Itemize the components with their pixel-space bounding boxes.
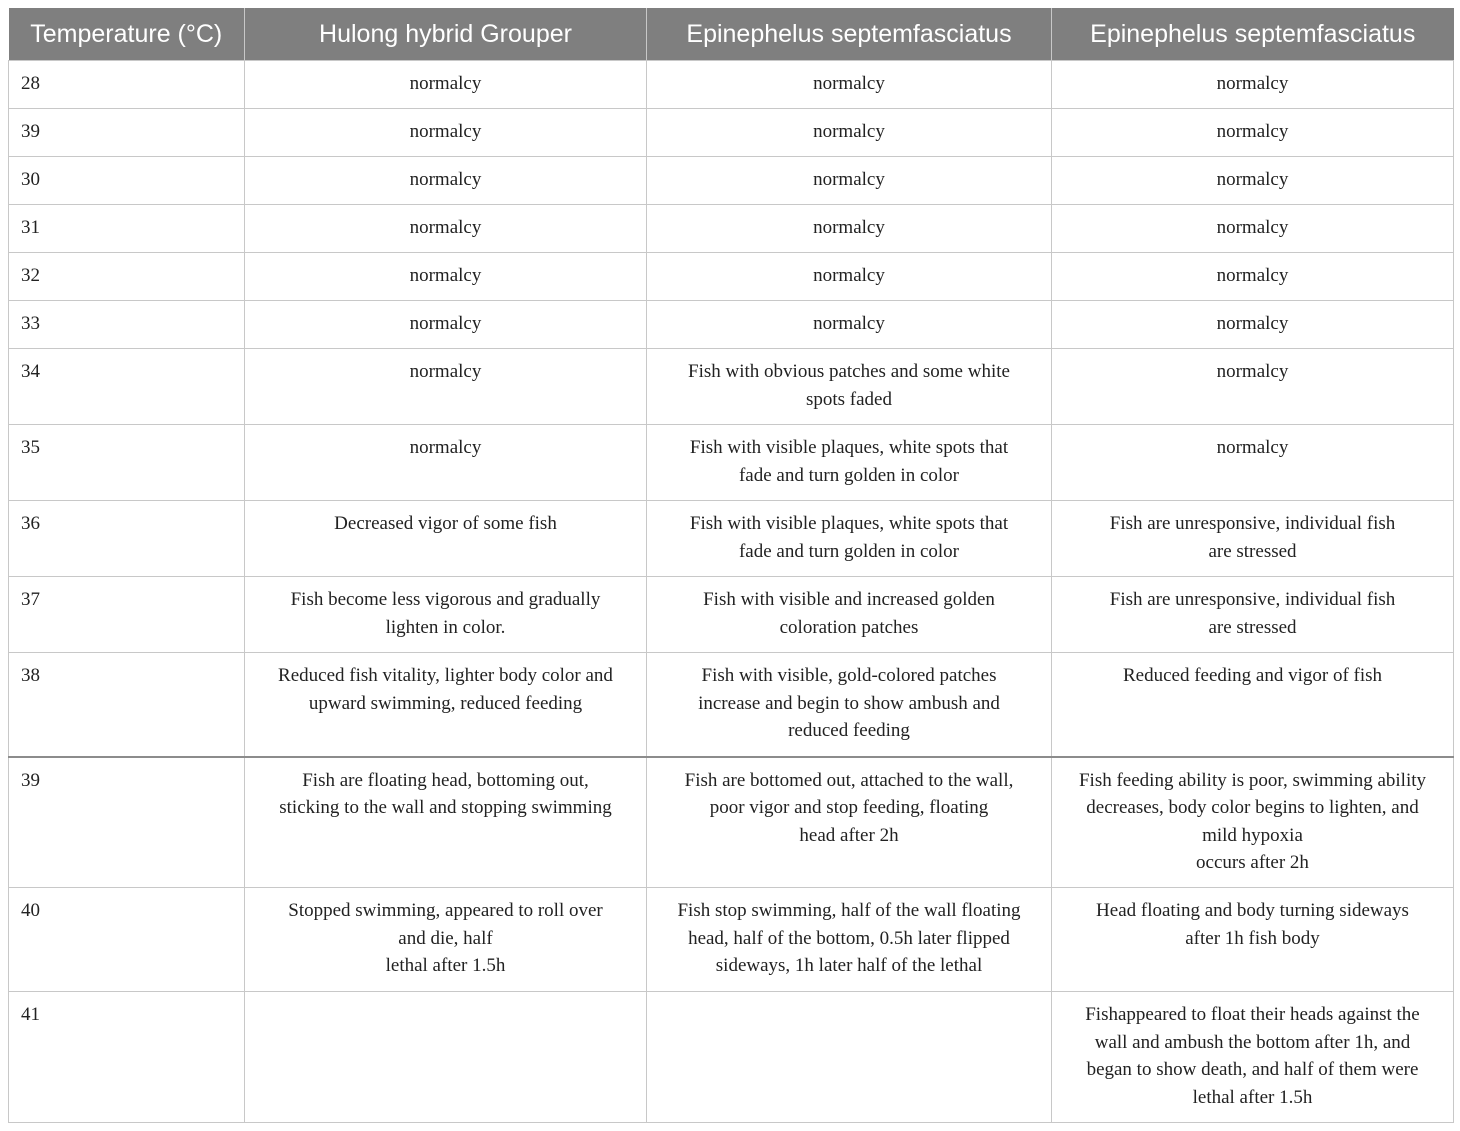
cell-temperature: 28 xyxy=(9,61,245,109)
table-row xyxy=(9,992,1454,1123)
cell-septemfasciatus-a: Fish with obvious patches and some white spots faded xyxy=(647,349,1052,425)
cell-septemfasciatus-a: normalcy xyxy=(647,205,1052,253)
cell-temperature: 37 xyxy=(9,577,245,653)
table-row xyxy=(9,301,1454,349)
cell-septemfasciatus-a: Fish stop swimming, half of the wall floating head, half of the bottom, 0.5h later flipped sideways, 1h later half of the lethal xyxy=(647,888,1052,992)
table-row xyxy=(9,577,1454,653)
table-row xyxy=(9,109,1454,157)
cell-septemfasciatus-a xyxy=(647,992,1052,1123)
cell-septemfasciatus-a: Fish with visible plaques, white spots that fade and turn golden in color xyxy=(647,501,1052,577)
header-hulong-grouper: Hulong hybrid Grouper xyxy=(245,8,647,61)
header-temperature: Temperature (°C) xyxy=(9,8,245,61)
cell-septemfasciatus-b: normalcy xyxy=(1052,61,1454,109)
table-row xyxy=(9,253,1454,301)
cell-septemfasciatus-b: normalcy xyxy=(1052,109,1454,157)
table-row xyxy=(9,61,1454,109)
temperature-response-table xyxy=(8,8,1454,1123)
cell-septemfasciatus-a: normalcy xyxy=(647,61,1052,109)
header-septemfasciatus-a: Epinephelus septemfasciatus xyxy=(647,8,1052,61)
cell-septemfasciatus-b: normalcy xyxy=(1052,425,1454,501)
cell-septemfasciatus-b: normalcy xyxy=(1052,205,1454,253)
cell-septemfasciatus-b: Reduced feeding and vigor of fish xyxy=(1052,653,1454,757)
cell-temperature: 39 xyxy=(9,109,245,157)
cell-hulong: normalcy xyxy=(245,425,647,501)
cell-temperature: 33 xyxy=(9,301,245,349)
cell-septemfasciatus-a: Fish with visible and increased golden coloration patches xyxy=(647,577,1052,653)
cell-hulong: normalcy xyxy=(245,349,647,425)
table-row xyxy=(9,501,1454,577)
cell-hulong: normalcy xyxy=(245,301,647,349)
table-row xyxy=(9,425,1454,501)
cell-hulong: normalcy xyxy=(245,157,647,205)
cell-hulong: normalcy xyxy=(245,205,647,253)
cell-septemfasciatus-a: normalcy xyxy=(647,109,1052,157)
cell-septemfasciatus-b: Fish feeding ability is poor, swimming ability decreases, body color begins to lighten, and mild hypoxia occurs after 2h xyxy=(1052,757,1454,888)
cell-temperature: 31 xyxy=(9,205,245,253)
cell-septemfasciatus-a: Fish with visible plaques, white spots that fade and turn golden in color xyxy=(647,425,1052,501)
cell-septemfasciatus-b: normalcy xyxy=(1052,157,1454,205)
cell-temperature: 39 xyxy=(9,757,245,888)
table-row xyxy=(9,349,1454,425)
table-row xyxy=(9,157,1454,205)
cell-hulong: normalcy xyxy=(245,61,647,109)
cell-temperature: 36 xyxy=(9,501,245,577)
table-row xyxy=(9,757,1454,888)
cell-septemfasciatus-b: normalcy xyxy=(1052,253,1454,301)
cell-hulong xyxy=(245,992,647,1123)
cell-temperature: 32 xyxy=(9,253,245,301)
cell-hulong: Stopped swimming, appeared to roll over and die, half lethal after 1.5h xyxy=(245,888,647,992)
cell-temperature: 38 xyxy=(9,653,245,757)
cell-temperature: 41 xyxy=(9,992,245,1123)
cell-septemfasciatus-a: normalcy xyxy=(647,253,1052,301)
cell-temperature: 30 xyxy=(9,157,245,205)
cell-temperature: 34 xyxy=(9,349,245,425)
cell-septemfasciatus-b: normalcy xyxy=(1052,301,1454,349)
table-row xyxy=(9,888,1454,992)
cell-hulong: Reduced fish vitality, lighter body color and upward swimming, reduced feeding xyxy=(245,653,647,757)
cell-septemfasciatus-a: normalcy xyxy=(647,301,1052,349)
cell-hulong: normalcy xyxy=(245,253,647,301)
cell-hulong: Fish become less vigorous and gradually lighten in color. xyxy=(245,577,647,653)
table-row xyxy=(9,653,1454,757)
cell-temperature: 35 xyxy=(9,425,245,501)
cell-hulong: Decreased vigor of some fish xyxy=(245,501,647,577)
cell-septemfasciatus-a: Fish are bottomed out, attached to the wall, poor vigor and stop feeding, floating head after 2h xyxy=(647,757,1052,888)
cell-temperature: 40 xyxy=(9,888,245,992)
cell-septemfasciatus-a: Fish with visible, gold-colored patches increase and begin to show ambush and reduced feeding xyxy=(647,653,1052,757)
cell-septemfasciatus-b: normalcy xyxy=(1052,349,1454,425)
cell-hulong: normalcy xyxy=(245,109,647,157)
table-row xyxy=(9,205,1454,253)
cell-septemfasciatus-b: Fishappeared to float their heads against the wall and ambush the bottom after 1h, and began to show death, and half of them were lethal after 1.5h xyxy=(1052,992,1454,1123)
cell-septemfasciatus-b: Fish are unresponsive, individual fish are stressed xyxy=(1052,577,1454,653)
cell-septemfasciatus-b: Head floating and body turning sideways after 1h fish body xyxy=(1052,888,1454,992)
cell-septemfasciatus-a: normalcy xyxy=(647,157,1052,205)
cell-septemfasciatus-b: Fish are unresponsive, individual fish are stressed xyxy=(1052,501,1454,577)
cell-hulong: Fish are floating head, bottoming out, sticking to the wall and stopping swimming xyxy=(245,757,647,888)
header-row xyxy=(9,8,1454,61)
header-septemfasciatus-b: Epinephelus septemfasciatus xyxy=(1052,8,1454,61)
